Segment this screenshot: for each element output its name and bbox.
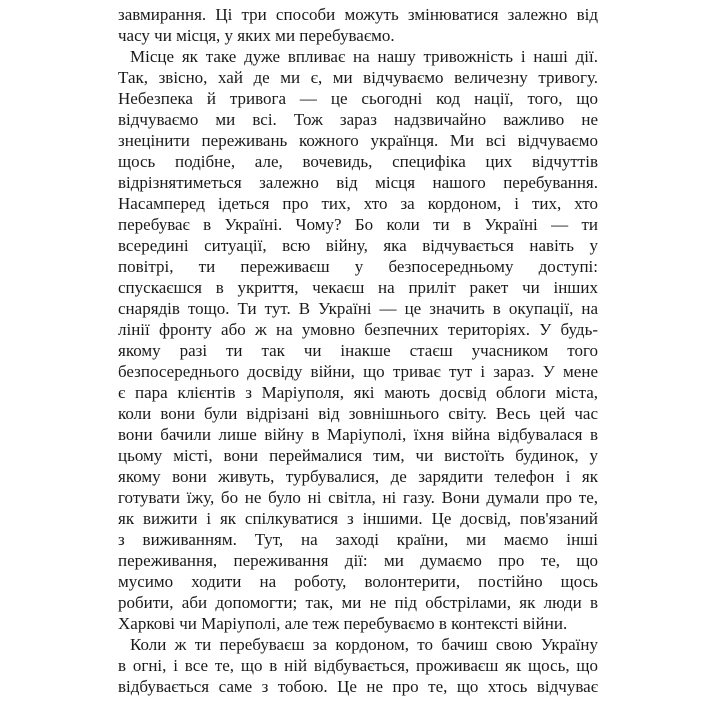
text-line: відчуваємо ми всі. Тож зараз надзвичайно важливо не [118,110,598,129]
text-line: Насамперед ідеться про тих, хто за кордоном, і тих, хто [118,194,598,213]
text-line: якому разі ти так чи інакше стаєш учасником того [118,341,598,360]
text-line: відрізнятиметься залежно від місця нашого перебування. [118,173,598,192]
text-line: якому вони живуть, турбувалися, де зарядити телефон і як [118,467,598,486]
text-line: Місце як таке дуже впливає на нашу тривожність і наші дії. [130,47,598,66]
text-line: робити, аби допомогти; так, ми не під обстрілами, як люди в [118,593,598,612]
text-line: як вижити і як спілкуватися з іншими. Це досвід, пов'язаний [118,509,598,528]
text-line: переживання, переживання дії: ми думаємо про те, що [118,551,598,570]
text-line: Коли ж ти перебуваєш за кордоном, то бачиш свою Україну [130,635,598,654]
text-line: щось подібне, але, вочевидь, специфіка цих відчуттів [118,152,598,171]
text-line: знецінити переживань кожного українця. Ми всі відчуваємо [118,131,598,150]
text-line: спускаєшся в укриття, чекаєш на приліт ракет чи інших [118,278,598,297]
text-line: вони бачили лише війну в Маріуполі, їхня війна відбувалася в [118,425,598,444]
text-line: мусимо ходити на роботу, волонтерити, постійно щось [118,572,598,591]
text-line: в огні, і все те, що в ній відбувається, проживаєш як щось, що [118,656,598,675]
text-line: повітрі, ти переживаєш у безпосередньому доступі: [118,257,598,276]
text-line: цьому місті, вони переймалися тим, чи вистоїть будинок, у [118,446,598,465]
text-line: завмирання. Ці три способи можуть змінюватися залежно від [118,5,598,24]
document-page [118,4,598,697]
text-line: часу чи місця, у яких ми перебуваємо. [118,26,395,45]
text-line: є пара клієнтів з Маріуполя, які мають досвід облоги міста, [118,383,598,402]
text-line: лінії фронту або ж на умовно безпечних територіях. У будь- [118,320,598,339]
text-line: Небезпека й тривога — це сьогодні код нації, того, що [118,89,598,108]
text-line: безпосереднього досвіду війни, що триває тут і зараз. У мене [118,362,598,381]
text-line: коли вони були відрізані від зовнішнього світу. Весь цей час [118,404,598,423]
text-line: перебуває в Україні. Чому? Бо коли ти в Україні — ти [118,215,598,234]
text-line: Так, звісно, хай де ми є, ми відчуваємо величезну тривогу. [118,68,598,87]
text-line: Харкові чи Маріуполі, але теж перебуваємо в контексті війни. [118,614,568,633]
text-line: всередині ситуації, всю війну, яка відчувається навіть у [118,236,598,255]
text-line: з виживанням. Тут, на заході країни, ми маємо інші [118,530,598,549]
text-line: відбувається саме з тобою. Це не про те, що хтось відчуває [118,677,598,696]
text-line: снарядів тощо. Ти тут. В Україні — це значить в окупації, на [118,299,598,318]
text-line: готувати їжу, бо не було ні світла, ні газу. Вони думали про те, [118,488,598,507]
